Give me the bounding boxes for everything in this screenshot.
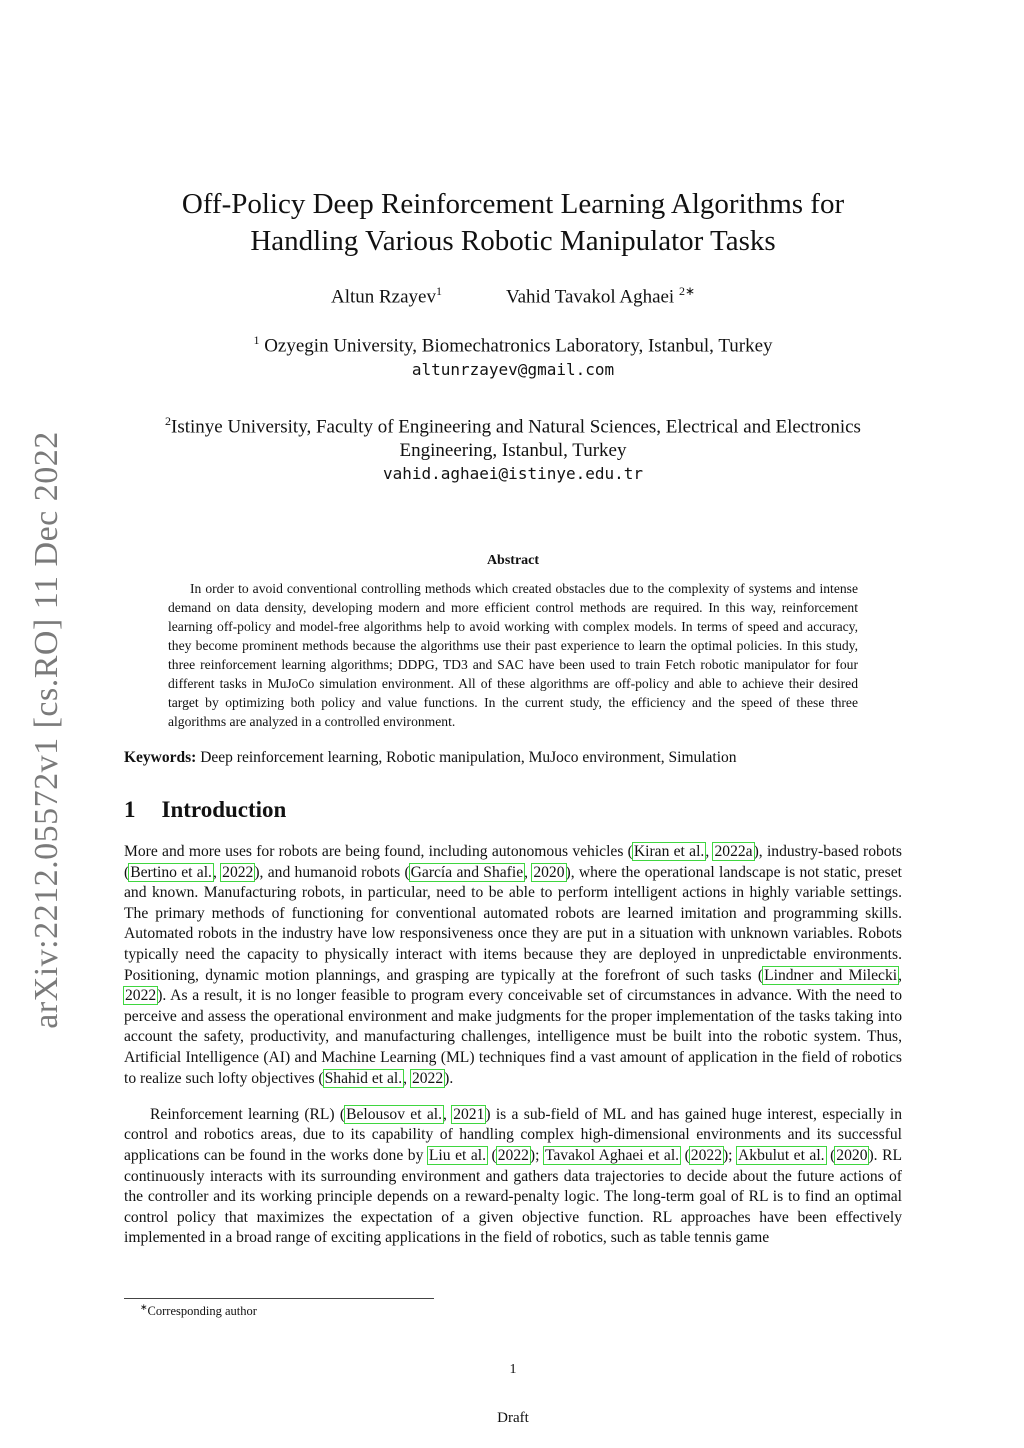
citation-link[interactable]: 2021 [453,1105,485,1123]
citation-link[interactable]: 2022 [222,863,254,881]
citation-link[interactable]: Akbulut et al. [738,1146,825,1164]
citation-link[interactable]: Belousov et al. [346,1105,442,1123]
section-title: Introduction [161,796,287,822]
citation-link[interactable]: 2020 [836,1146,868,1164]
author [506,284,695,308]
author-email[interactable]: vahid.aghaei@istinye.edu.tr [382,463,644,483]
author [331,284,442,308]
citation-link[interactable]: Liu et al. [428,1146,486,1164]
author-name: Altun Rzayev [330,286,436,308]
citation-link[interactable]: Kiran et al. [633,843,705,861]
intro-paragraph-1: More and more uses for robots are being found, including autonomous vehicles (Kiran et al., 2022a), industry-based robots (Bertino et al., 2022), and humanoid robots (García and Shafie, 2020), where the operational landscape is not static, preset and known. Manufacturing robots, in particular, need to be able to perform intelligent actions in highly variable settings. The primary methods of functioning for conventional automated robots are learned imitation and programming skills. Automated robots in the industry have low responsiveness once they are put in a situation with unknown variables. Robots typically need the capacity to physically interact with items because they are deployed in unpredictable environments. Positioning, dynamic motion plannings, and grasping are typically at the forefront of such tasks (Lindner and Milecki, 2022). As a result, it is no longer feasible to program every conceivable set of circumstances in advance. With the need to perceive and assess the operational environment and make judgments for the proper implementation of the tasks taking into account the safety, productivity, and manufacturing challenges, intelligence must be built into the robotic system. Thus, Artificial Intelligence (AI) and Machine Learning (ML) techniques find a vast amount of application in the field of robotics to realize such lofty objectives (Shahid et al., 2022). [124,843,903,1087]
section-number: 1 [124,796,136,822]
citation-link[interactable]: García and Shafie [410,863,524,881]
paper-title [124,186,902,260]
title-line-1: Off-Policy Deep Reinforcement Learning Algorithms for [181,188,845,220]
keywords-label: Keywords: [124,748,197,766]
draft-label: Draft [497,1410,529,1426]
citation-link[interactable]: 2022 [690,1146,722,1164]
abstract-heading: Abstract [486,552,540,568]
abstract-body: In order to avoid conventional controlling methods which created obstacles due to the complexity of systems and intense demand on data density, developing modern and more efficient control methods are required. In this way, reinforcement learning off-policy and model-free algorithms help to avoid working with complex models. In terms of speed and accuracy, they become prominent methods because the algorithms use their past experience to learn the optimal policies. In this study, three reinforcement learning algorithms; DDPG, TD3 and SAC have been used to train Fetch robotic manipulator for four different tasks in MuJoCo simulation environment. All of these algorithms are off-policy and able to achieve their desired target by optimizing both policy and value functions. In the current study, the efficiency and the speed of these three algorithms are analyzed in a controlled environment. [168,580,858,729]
keywords-text: Deep reinforcement learning, Robotic manipulation, MuJoco environment, Simulation [196,748,737,766]
affiliation-text: Istinye University, Faculty of Engineering and Natural Sciences, Electrical and Electronics Engineering, Istanbul, Turkey [171,415,861,461]
arxiv-identifier: arXiv:2212.05572v1 [cs.RO] 11 Dec 2022 [28,431,65,1029]
footnote [140,1302,257,1319]
paper-page [124,0,903,1426]
citation-link[interactable]: Lindner and Milecki [764,966,898,984]
keywords [124,749,902,767]
citation-link[interactable]: 2022 [125,987,157,1005]
author-email[interactable]: altunrzayev@gmail.com [411,359,615,379]
affiliation-2 [124,409,902,485]
citation-link[interactable]: Tavakol Aghaei et al. [544,1146,680,1164]
author-affiliation-mark: 2∗ [678,284,696,298]
footnote-text: Corresponding author [147,1304,257,1319]
footnote-divider [124,1298,434,1299]
citation-link[interactable]: 2022 [411,1069,444,1087]
footnote-mark: ∗ [140,1302,148,1312]
affiliation-1 [124,328,902,380]
page-number: 1 [509,1362,517,1377]
affiliation-mark: 2 [165,413,172,428]
affiliation-text: Ozyegin University, Biomechatronics Laboratory, Istanbul, Turkey [259,335,773,357]
author-list [124,284,902,308]
affiliation-mark: 1 [253,333,260,348]
author-name: Vahid Tavakol Aghaei [505,286,675,308]
citation-link[interactable]: 2020 [533,863,565,881]
citation-link[interactable]: Bertino et al. [130,863,212,881]
author-affiliation-mark: 1 [435,284,442,298]
citation-link[interactable]: 2022a [714,843,753,861]
title-line-2: Handling Various Robotic Manipulator Tasks [250,225,776,257]
citation-link[interactable]: Shahid et al. [324,1069,403,1087]
intro-paragraph-2: Reinforcement learning (RL) (Belousov et al., 2021) is a sub-field of ML and has gained huge interest, especially in control and robotics areas, due to its capability of handling complex high-dimensional environments and its successful applications can be found in the works done by Liu et al. (2022); Tavakol Aghaei et al. (2022); Akbulut et al. (2020). RL continuously interacts with its surrounding environment and gathers data trajectories to decide about the future actions of the controller and its working principle depends on a reward-penalty logic. The long-term goal of RL is to find an optimal control policy that maximizes the expectation of a given objective function. RL approaches have been effectively implemented in a broad range of exciting applications in the field of robotics, such as table tennis game [124,1105,903,1247]
section-heading [124,797,902,823]
citation-link[interactable]: 2022 [497,1146,529,1164]
arxiv-side-stamp [12,410,82,1050]
